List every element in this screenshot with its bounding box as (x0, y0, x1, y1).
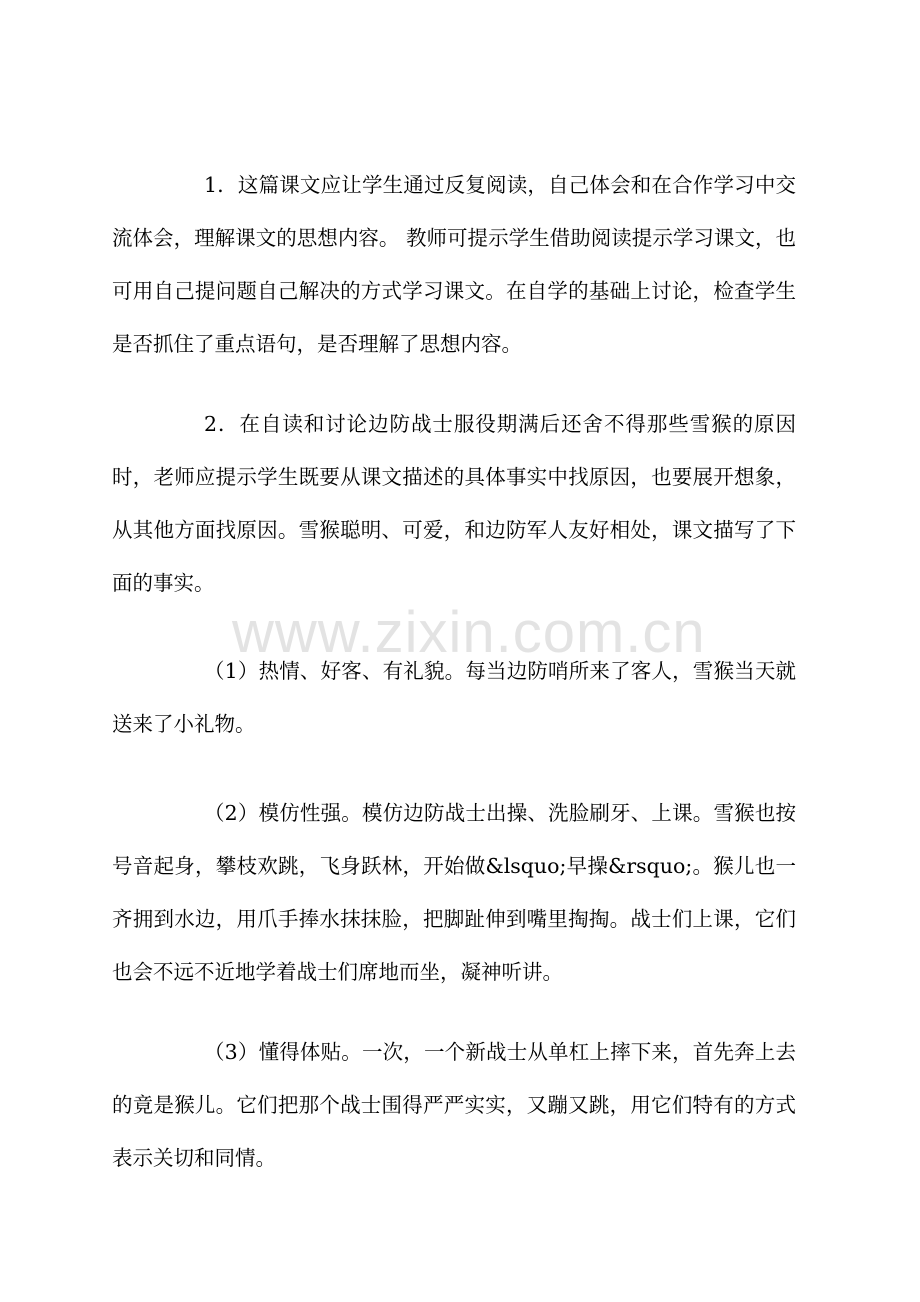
paragraph-5: （3）懂得体贴。一次，一个新战士从单杠上摔下来，首先奔上去的竟是猴儿。它们把那个战士围得严严实实，又蹦又跳，用它们特有的方式表示关切和同情。 (112, 1040, 796, 1170)
paragraph-1: 1．这篇课文应让学生通过反复阅读，自己体会和在合作学习中交流体会，理解课文的思想内容。 教师可提示学生借助阅读提示学习课文，也可用自己提问题自己解决的方式学习课文。在自学的基础上讨论，检查学生是否抓住了重点语句，是否理解了思想内容。 (112, 173, 796, 356)
paragraph-2: 2．在自读和讨论边防战士服役期满后还舍不得那些雪猴的原因时，老师应提示学生既要从课文描述的具体事实中找原因，也要展开想象，从其他方面找原因。雪猴聪明、可爱，和边防军人友好相处，课文描写了下面的事实。 (112, 412, 796, 595)
paragraph-3: （1）热情、好客、有礼貌。每当边防哨所来了客人，雪猴当天就送来了小礼物。 (112, 659, 796, 736)
watermark: www.zixin.com.cn (232, 600, 706, 665)
paragraph-4: （2）模仿性强。模仿边防战士出操、洗脸刷牙、上课。雪猴也按号音起身，攀枝欢跳，飞身跃林，开始做&lsquo;早操&rsquo;。猴儿也一齐拥到水边，用爪手捧水抹抹脸，把脚趾伸到嘴里掏掏。战士们上课，它们也会不远不近地学着战士们席地而坐，凝神听讲。 (112, 801, 796, 984)
